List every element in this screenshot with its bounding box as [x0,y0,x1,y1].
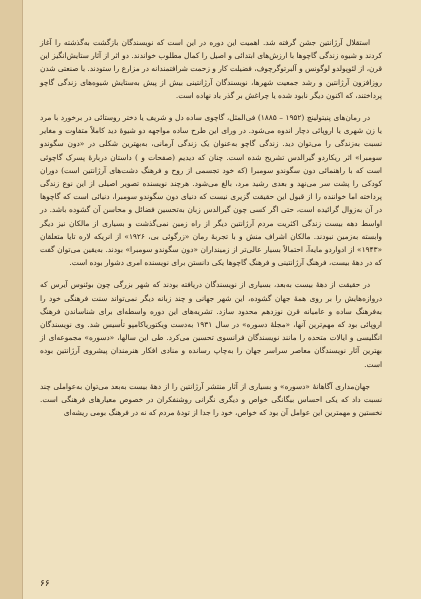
paragraph-2: در رمان‌های پنیتولینچ (۱۹۵۲ – ۱۸۸۵) فی‌المثل، گاچوی ساده دل و شریف یا دختر روستائی در برخورد با مرد یا زن شهری یا اروپائی دچار اندوه می‌شود. در ورای این طرح ساده مواجهه دو شیوهٔ دید کاملاً متفاوت و مغایر نسبت به‌زندگی را می‌توان دید. زندگی گاچو به‌عنوان یک زندگی آرمانی، به‌بهترین شکلی در «دون سگوندو سومبرا» اثر ریکاردو گیرالدس تشریح شده است. چنان که دیدیم (صفحات و ) داستان دربارهٔ پسرک گاچوئی است که با راهنمائی دون سگوندو سومبرا (که خود تجسمی از روح و فرهنگ دشت‌های آرژانتین است) دوران کودکی را پشت سر می‌نهد و بعدی رشید مرد، بالغ می‌شود. هرچند نویسنده تصویر اصیلی از این نوع زندگی پرداخته اما خواننده را از قبول این حقیقت گزیری نیست که دنیای دون سگوندو سومبرا، دنیائی است که گاچوها در آن به‌زوال گرائیده است، حتی اگر کسی چون گیرالدس زبان به‌تحسین فضائل و محاسن آن گشوده باشد. در اواسط دهه بیست زندگی اکثریت مردم آرژانتین دیگر از راه زمین نمی‌گذشت و بسیاری از مالکان نیز دیگر وابسته به‌زمین نبودند. مالکان اشراف منش و با تجربهٔ رمان «زرگوئی بی، ۱۹۲۶» از انریکه لاره تایا متعلقان «۱۹۴۳» از ادواردو مایه‌آ، احتمالاً بسیار عالی‌تر از زمینداران «دون سگوندو سومبرا» بودند. به‌یقین می‌توان گفت که در دههٔ بیست، فرهنگ آرژانتینی و فرهنگ گاچوها یکی دانستن برای نویسنده امری دشوار بوده است. [40,113,382,268]
page-body [40,36,382,556]
paragraph-4: جهان‌مداری آگاهانهٔ «دسوره» و بسیاری از آثار منتشر آرژانتین را از دههٔ بیست به‌بعد می‌توان به‌عواملی چند نسبت داد که یکی احساس بیگانگی خواص و دیگری نگرانی روشنفکران در خصوص معیارهای فرهنگی است. نخستین و مهمترین این عوامل آن بود که خواص، خود را جدا از تودهٔ مردم که نه در فرهنگ بومی ریشه‌ای [40,381,382,418]
paragraph-1: استقلال آرژانتین جشن گرفته شد. اهمیت این دوره در این است که نویسندگان بازگشت به‌گذشته را آغاز کردند و شیوه زندگی گاچوها با ارزش‌های ابتدائی و اصیل را کمال مطلوب خواندند. دو اثر از آثار ستایش‌انگیز این قرن، از لئوپولدو لوگونس و آلبرتوگرچوف، فضیلت کار و زحمت شرافتمندانه در مزارع را ستودند. با صنعتی شدن روزافزون آرژانتین و رشد جمعیت شهرها، نویسندگان آرژانتینی بیش از پیش به‌ستایش شیوه‌های زندگی گاچو پرداختند، که اکنون دیگر نابود شده یا چراغش بر گذر باد نهاده است. [40,38,382,100]
paragraph-3: در حقیقت از دههٔ بیست به‌بعد، بسیاری از نویسندگان دریافته بودند که شهر بزرگی چون بوئنوس آیرس که دروازه‌هایش را بر روی همهٔ جهان گشوده، این شهر جهانی و چند زبانه دیگر نمی‌تواند سنت فرهنگی خود را به‌فرهنگ ساده و عامیانه قرن نوزدهم محدود سازد. تشریه‌های این دوره واسطه‌ای برای شناساندن فرهنگ اروپائی بود که مهم‌ترین آنها، «مجلهٔ دسوره» در سال ۱۹۳۱ به‌دست ویکتوریا‌کامپو تأسیس شد. وی نویسندگان انگلیسی و ایالات متحده را مانند نویسندگان فرانسوی تحسین می‌کرد. طی این سالها، «دسوره» مجموعه‌ای از بهترین آثار نویسندگان معاصر سراسر جهان را به‌چاپ رسانده و منادی افکار هنرمندان پیشروی آرژانتین بوده است. [40,280,382,369]
binding-edge [22,0,23,599]
binding-margin [0,0,22,599]
page-number: ۶۶ [40,579,50,589]
